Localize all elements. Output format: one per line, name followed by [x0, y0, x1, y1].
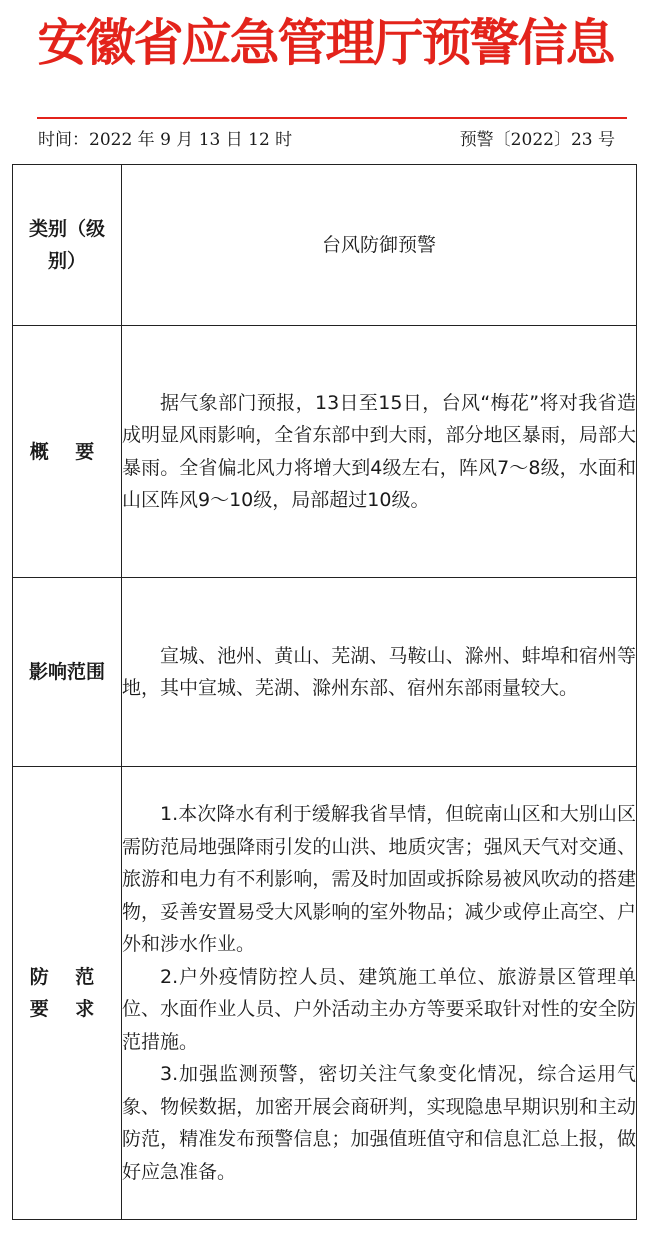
scope-label: 影响范围 — [13, 578, 122, 767]
category-row — [13, 165, 637, 326]
category-label-line1: 类别（级 — [28, 218, 105, 240]
requirements-label — [13, 767, 122, 1220]
warning-number: 预警〔2022〕23 号 — [459, 130, 615, 150]
summary-cell — [122, 326, 637, 578]
summary-label: 概 要 — [13, 326, 122, 578]
document-title: 安徽省应急管理厅预警信息 — [37, 13, 614, 72]
summary-row — [13, 326, 637, 578]
summary-text: 据气象部门预报，13日至15日，台风“梅花”将对我省造成明显风雨影响，全省东部中到大雨，部分地区暴雨，局部大暴雨。全省偏北风力将增大到4级左右，阵风7～8级，水面和山区阵风9～10级，局部超过10级。 — [122, 391, 636, 511]
requirements-label-line1: 防 范 — [29, 966, 105, 988]
category-value: 台风防御预警 — [122, 165, 637, 326]
requirements-row — [13, 767, 637, 1220]
scope-cell — [122, 578, 637, 767]
category-label — [13, 165, 122, 326]
issue-time: 时间：2022 年 9 月 13 日 12 时 — [38, 130, 293, 150]
category-label-line2: 别） — [47, 250, 86, 272]
requirement-item-3: 3.加强监测预警，密切关注气象变化情况，综合运用气象、物候数据，加密开展会商研判，实现隐患早期识别和主动防范，精准发布预警信息；加强值班值守和信息汇总上报，做好应急准备。 — [122, 1063, 636, 1183]
requirement-item-1: 1.本次降水有利于缓解我省旱情，但皖南山区和大别山区需防范局地强降雨引发的山洪、地质灾害；强风天气对交通、旅游和电力有不利影响，需及时加固或拆除易被风吹动的搭建物，妥善安置易受大风影响的室外物品；减少或停止高空、户外和涉水作业。 — [122, 803, 636, 955]
requirement-item-2: 2.户外疫情防控人员、建筑施工单位、旅游景区管理单位、水面作业人员、户外活动主办方等要采取针对性的安全防范措施。 — [122, 965, 636, 1053]
scope-row — [13, 578, 637, 767]
title-divider — [37, 117, 627, 119]
scope-text: 宣城、池州、黄山、芜湖、马鞍山、滁州、蚌埠和宿州等地，其中宣城、芜湖、滁州东部、宿州东部雨量较大。 — [122, 644, 636, 699]
requirements-cell — [122, 767, 637, 1220]
warning-table — [12, 164, 637, 1220]
requirements-label-line2: 要 求 — [29, 998, 105, 1020]
